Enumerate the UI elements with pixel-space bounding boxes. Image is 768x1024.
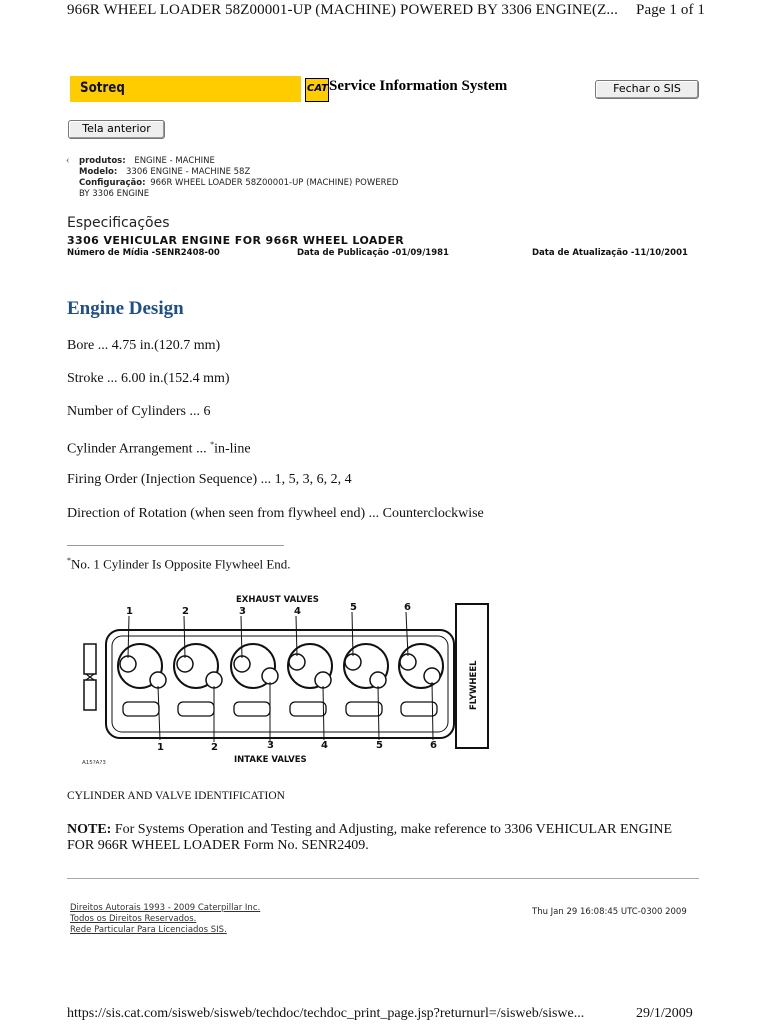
media-number: Número de Mídia -SENR2408-00 — [67, 248, 220, 258]
config-value: 966R WHEEL LOADER 58Z00001-UP (MACHINE) POWERED — [150, 178, 399, 188]
specs-subtitle: 3306 VEHICULAR ENGINE FOR 966R WHEEL LOADER — [67, 234, 405, 247]
produtos-label: produtos: — [79, 156, 126, 166]
exhaust-valves-label: EXHAUST VALVES — [236, 595, 319, 605]
update-date: Data de Atualização -11/10/2001 — [532, 248, 688, 258]
arrangement-line — [67, 440, 251, 458]
firing-order-line: Firing Order (Injection Sequence) ... 1, 5, 3, 6, 2, 4 — [67, 472, 352, 487]
produtos-value: ENGINE - MACHINE — [134, 156, 215, 166]
arrangement-prefix: Cylinder Arrangement ... — [67, 441, 211, 457]
intake-valves-label: INTAKE VALVES — [234, 755, 307, 765]
section-title: Engine Design — [67, 298, 184, 319]
print-header-title: 966R WHEEL LOADER 58Z00001-UP (MACHINE) POWERED BY 3306 ENGINE(Z... — [67, 2, 618, 18]
exhaust-valve-number: 5 — [350, 602, 357, 613]
chevron-left-icon[interactable]: ‹ — [66, 155, 70, 166]
bore-line: Bore ... 4.75 in.(120.7 mm) — [67, 338, 221, 353]
note-line-1 — [67, 822, 672, 838]
arrangement-footnote-mark: * — [210, 440, 215, 449]
product-info — [79, 156, 398, 200]
exhaust-valve-number: 2 — [182, 606, 189, 617]
intake-valve-number: 4 — [321, 740, 328, 751]
brand-name: Sotreq — [80, 80, 125, 96]
footnote-divider — [67, 545, 284, 546]
figure-caption: CYLINDER AND VALVE IDENTIFICATION — [67, 790, 285, 802]
rotation-line: Direction of Rotation (when seen from flywheel end) ... Counterclockwise — [67, 506, 484, 521]
note-label: NOTE: — [67, 822, 112, 837]
exhaust-valve-number: 6 — [404, 602, 411, 613]
footer-links — [70, 903, 260, 936]
intake-valve-numbers — [157, 740, 437, 753]
cylinders-line: Number of Cylinders ... 6 — [67, 404, 211, 419]
publication-date: Data de Publicação -01/09/1981 — [297, 248, 449, 258]
exhaust-valve-number: 3 — [239, 606, 246, 617]
intake-valve-number: 2 — [211, 742, 218, 753]
back-button[interactable]: Tela anterior — [68, 120, 165, 139]
flywheel-label: FLYWHEEL — [469, 660, 479, 710]
print-header-page: Page 1 of 1 — [636, 2, 706, 18]
config-label: Configuração: — [79, 178, 146, 188]
intake-valve-number: 5 — [376, 740, 383, 751]
rights-link[interactable]: Todos os Direitos Reservados. — [70, 914, 197, 924]
close-sis-button[interactable]: Fechar o SIS — [595, 80, 699, 99]
cat-logo-icon: CAT — [305, 78, 329, 102]
cylinder-diagram — [78, 588, 498, 770]
intake-valve-number: 3 — [267, 740, 274, 751]
specs-heading: Especificações — [67, 215, 170, 231]
footnote — [67, 556, 291, 572]
config-value-2: BY 3306 ENGINE — [79, 189, 150, 199]
footnote-text: No. 1 Cylinder Is Opposite Flywheel End. — [71, 556, 291, 572]
note-text: For Systems Operation and Testing and Adjusting, make reference to 3306 VEHICULAR ENGINE — [111, 822, 673, 837]
copyright-link[interactable]: Direitos Autorais 1993 - 2009 Caterpillar Inc. — [70, 903, 261, 913]
figure-code: A15?A?3 — [82, 760, 106, 766]
print-footer-url: https://sis.cat.com/sisweb/sisweb/techdoc/techdoc_print_page.jsp?returnurl=/sisweb/siswe... — [67, 1006, 585, 1021]
exhaust-valve-number: 4 — [294, 606, 301, 617]
print-footer-date: 29/1/2009 — [636, 1006, 693, 1021]
network-link[interactable]: Rede Particular Para Licenciados SIS. — [70, 925, 227, 935]
modelo-label: Modelo: — [79, 167, 118, 177]
intake-valve-number: 1 — [157, 742, 164, 753]
brand-banner — [70, 76, 301, 102]
footer-timestamp: Thu Jan 29 16:08:45 UTC-0300 2009 — [532, 907, 687, 917]
exhaust-valve-number: 1 — [126, 606, 133, 617]
intake-valve-number: 6 — [430, 740, 437, 751]
footer-divider — [67, 878, 699, 879]
note-line-2: FOR 966R WHEEL LOADER Form No. SENR2409. — [67, 838, 369, 853]
footnote-mark: * — [67, 556, 71, 565]
stroke-line: Stroke ... 6.00 in.(152.4 mm) — [67, 371, 230, 386]
modelo-value: 3306 ENGINE - MACHINE 58Z — [126, 167, 251, 177]
system-title: Service Information System — [329, 78, 508, 94]
arrangement-value: in-line — [214, 441, 251, 457]
